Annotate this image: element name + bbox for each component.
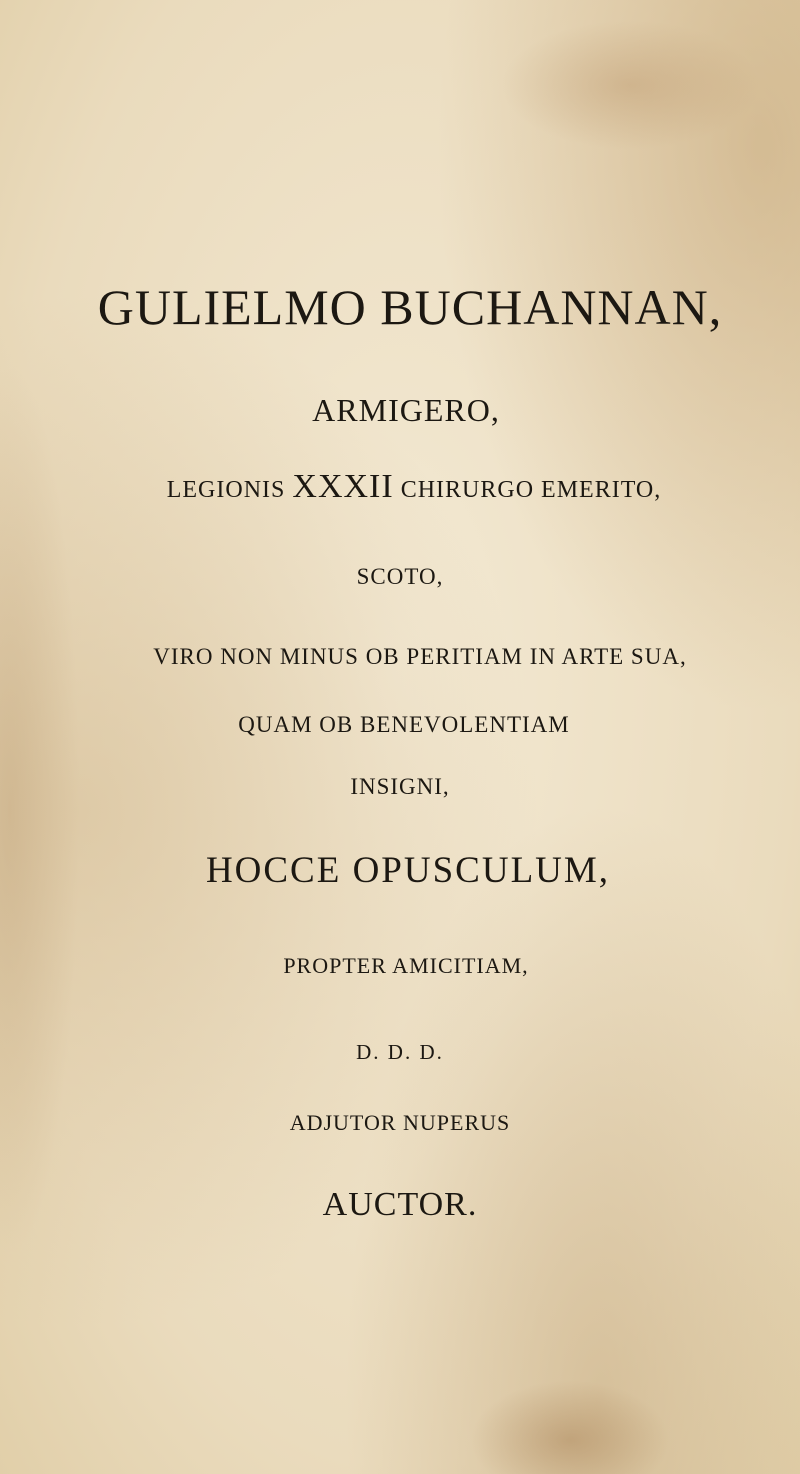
dedicatee-name: GULIELMO BUCHANNAN, — [97, 279, 723, 335]
paper-stain — [500, 20, 760, 150]
viro-line: VIRO NON MINUS OB PERITIAM IN ARTE SUA, — [153, 644, 687, 669]
dedicatee-title: ARMIGERO, — [312, 392, 500, 428]
paper-stain — [470, 1380, 670, 1474]
ddd-line: D. D. D. — [356, 1040, 444, 1064]
propter-line: PROPTER AMICITIAM, — [283, 953, 529, 978]
adjutor-line: ADJUTOR NUPERUS — [289, 1110, 511, 1135]
legion-line — [14, 470, 800, 504]
legion-prefix: LEGIONIS — [166, 477, 286, 503]
nation-line: SCOTO, — [356, 564, 444, 589]
legion-number: XXXII — [292, 468, 394, 505]
opusculum-line: HOCCE OPUSCULUM, — [205, 850, 611, 891]
quam-line: QUAM OB BENEVOLENTIAM — [238, 712, 570, 737]
insigni-line: INSIGNI, — [350, 774, 450, 799]
auctor-signature: AUCTOR. — [322, 1186, 478, 1223]
legion-suffix: CHIRURGO EMERITO, — [400, 477, 662, 503]
